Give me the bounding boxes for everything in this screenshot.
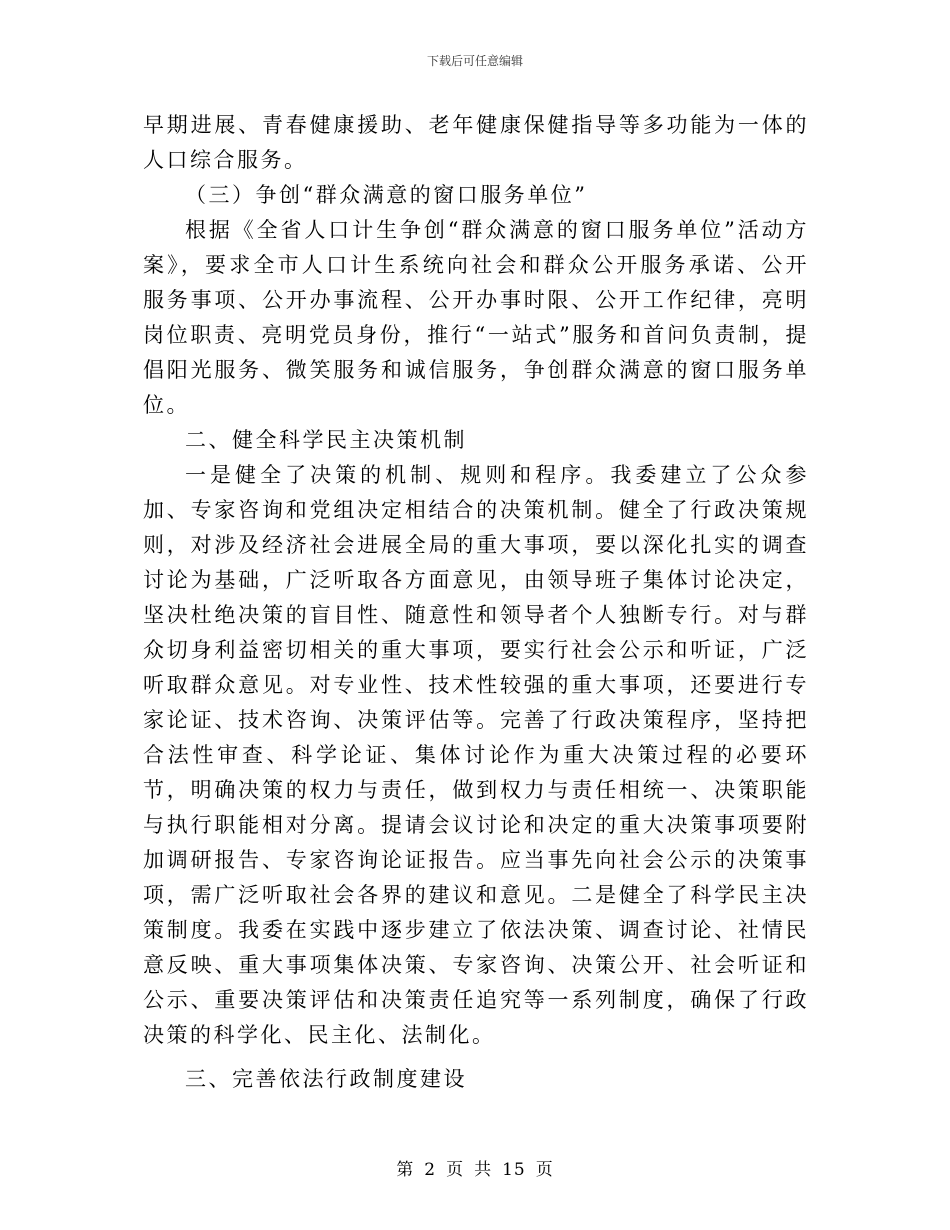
document-body <box>143 108 809 1097</box>
footer-mid: 页 <box>446 1160 465 1180</box>
section-heading-3: （三）争创“群众满意的窗口服务单位” <box>185 183 588 207</box>
section-heading-legal-administration: 三、完善依法行政制度建设 <box>185 1067 467 1091</box>
section-heading-decision-mechanism: 二、健全科学民主决策机制 <box>185 428 467 452</box>
paragraph-window-service: 根据《全省人口计生争创“群众满意的窗口服务单位”活动方案》，要求全市人口计生系统向社会和群众公开服务承诺、公开服务事项、公开办事流程、公开办事时限、公开工作纪律，亮明岗位职责、亮明党员身份，推行“一站式”服务和首问负责制，提倡阳光服务、微笑服务和诚信服务，争创群众满意的窗口服务单位。 <box>143 218 809 417</box>
current-page-number: 2 <box>424 1160 437 1180</box>
page-footer <box>0 1155 950 1180</box>
page-header: 下载后可任意编辑 <box>426 54 523 68</box>
footer-suffix: 页 <box>535 1160 554 1180</box>
total-pages-number: 15 <box>502 1160 526 1180</box>
footer-total-label: 共 <box>474 1160 493 1180</box>
paragraph-decision-mechanism: 一是健全了决策的机制、规则和程序。我委建立了公众参加、专家咨询和党组决定相结合的决策机制。健全了行政决策规则，对涉及经济社会进展全局的重大事项，要以深化扎实的调查讨论为基础，广泛听取各方面意见，由领导班子集体讨论决定，坚决杜绝决策的盲目性、随意性和领导者个人独断专行。对与群众切身利益密切相关的重大事项，要实行社会公示和听证，广泛听取群众意见。对专业性、技术性较强的重大事项，还要进行专家论证、技术咨询、决策评估等。完善了行政决策程序，坚持把合法性审查、科学论证、集体讨论作为重大决策过程的必要环节，明确决策的权力与责任，做到权力与责任相统一、决策职能与执行职能相对分离。提请会议讨论和决定的重大决策事项要附加调研报告、专家咨询论证报告。应当事先向社会公示的决策事项，需广泛听取社会各界的建议和意见。二是健全了科学民主决策制度。我委在实践中逐步建立了依法决策、调查讨论、社情民意反映、重大事项集体决策、专家咨询、决策公开、社会听证和公示、重要决策评估和决策责任追究等一系列制度，确保了行政决策的科学化、民主化、法制化。 <box>143 463 809 1047</box>
footer-prefix: 第 <box>396 1160 415 1180</box>
paragraph-continuation: 早期进展、青春健康援助、老年健康保健指导等多功能为一体的人口综合服务。 <box>143 113 809 172</box>
